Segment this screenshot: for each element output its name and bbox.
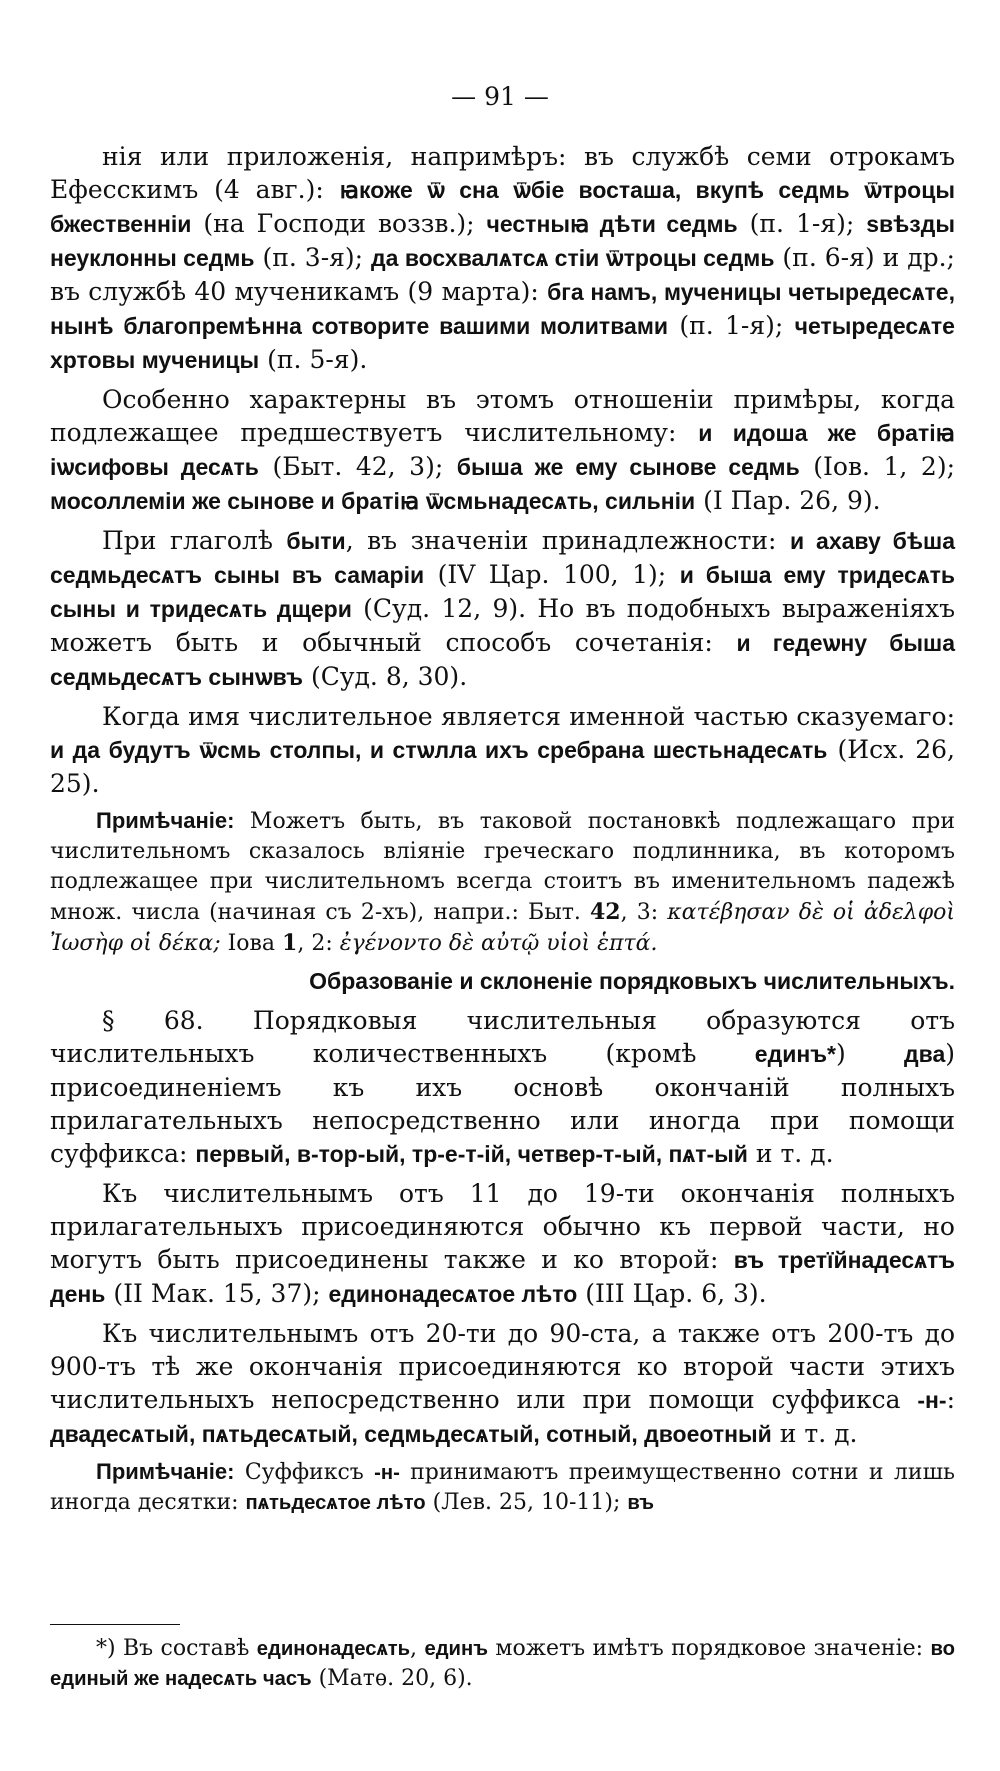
text-run: можетъ имѣтъ порядковое значеніе: <box>487 1636 931 1661</box>
church-slavonic-quote: въ <box>627 1492 655 1514</box>
church-slavonic-quote: и ахаву бѣша седмьдесѧтъ сыны въ самаріи <box>50 528 956 588</box>
church-slavonic-quote: быша же ему сынове седмь <box>456 454 800 480</box>
text-run: При глаголѣ <box>102 526 287 555</box>
text-run: (п. 1-я); <box>737 209 867 238</box>
church-slavonic-quote: и быша ему тридесѧть сыны и тридесѧть дщери <box>50 562 955 622</box>
church-slavonic-quote: единонадесѧтое лѣто <box>328 1281 578 1307</box>
church-slavonic-quote: четыредесѧте хртовы мученицы <box>50 313 955 373</box>
text-run: ) <box>835 1039 905 1068</box>
text-run: Можетъ быть, въ таковой постановкѣ подлежащаго при числительномъ сказалось вліяніе греческаго подлинника, въ которомъ подлежащее при числительномъ всегда стоитъ въ именительномъ падежѣ множ. числа (начиная съ 2-хъ), напри.: Быт. <box>50 809 955 925</box>
church-slavonic-quote: ѕвѣзды неуклонны седмь <box>50 211 955 271</box>
text-run: (Исх. 26, 25). <box>50 735 955 798</box>
text-run: Къ числительнымъ отъ 20-ти до 90-ста, а также отъ 200-тъ до 900-тъ тѣ же окончанія присоединяются ко второй части этихъ числительныхъ непосредственно или при помощи суффикса <box>50 1319 955 1414</box>
note-suffix-n <box>50 1457 955 1518</box>
church-slavonic-quote: два <box>904 1041 946 1067</box>
paragraph-20-to-90 <box>50 1317 955 1451</box>
church-slavonic-quote: единъ* <box>754 1041 836 1067</box>
church-slavonic-quote: -н- <box>917 1387 947 1413</box>
text-run: (п. 3-я); <box>254 243 372 272</box>
text-run: (Матѳ. 20, 6). <box>311 1666 473 1691</box>
church-slavonic-quote: быти <box>286 528 346 554</box>
text-run: (Суд. 8, 30). <box>303 662 468 691</box>
church-slavonic-quote: и идоша же братіꙗ іѡсифовы десѧть <box>50 420 955 480</box>
page-number: — 91 — <box>451 82 549 111</box>
greek-quote: ἐγένοντο δὲ αὐτῷ υἱοὶ ἑπτά. <box>339 931 658 956</box>
text-run: (на Господи воззв.); <box>191 209 487 238</box>
text-run: (Іов. 1, 2); <box>799 452 956 481</box>
text-run: (п. 6-я) и др.; въ службѣ 40 мученикамъ (9 марта): <box>50 243 955 306</box>
greek-quote: κατέβησαν δὲ οἱ ἀδελφοὶ Ἰωσὴφ οἱ δέκα; <box>50 900 956 956</box>
text-run: Суффиксъ <box>234 1460 375 1485</box>
paragraph-11-to-19 <box>50 1177 955 1311</box>
church-slavonic-quote: единонадесѧть <box>256 1638 411 1660</box>
bold-number: 42 <box>590 899 621 925</box>
church-slavonic-quote: -н- <box>374 1462 400 1484</box>
text-run: (п. 5-я). <box>259 345 368 374</box>
bold-number: 1 <box>282 930 298 956</box>
paragraph-subject-precedes <box>50 383 955 518</box>
section-heading: Образованіе и склоненіе порядковыхъ числительныхъ. <box>309 968 955 994</box>
text-run: и т. д. <box>747 1139 834 1168</box>
church-slavonic-quote: и да будутъ ѿсмь столпы, и стѡлла ихъ сребрана шестьнадесѧть <box>50 737 828 763</box>
church-slavonic-quote: первый, в-тор-ый, тр-е-т-ій, четвер-т-ый, пѧт-ый <box>195 1141 748 1167</box>
text-run: ) присоединеніемъ къ ихъ основѣ окончаній полныхъ прилагательныхъ непосредственно или иногда при помощи суффикса: <box>50 1039 956 1168</box>
text-run: (Лев. 25, 10-11); <box>425 1490 628 1515</box>
text-run: (III Цар. 6, 3). <box>577 1279 767 1308</box>
text-run: и т. д. <box>771 1419 858 1448</box>
text-run: Іова <box>220 931 283 956</box>
church-slavonic-quote: честныꙗ дѣти седмь <box>486 211 738 237</box>
note-greek-influence <box>50 806 955 959</box>
church-slavonic-quote: во единый же надесѧть часъ <box>50 1638 955 1690</box>
text-run: , 3: <box>620 900 668 925</box>
text-run: Къ числительнымъ отъ 11 до 19-ти окончанія полныхъ прилагательныхъ присоединяются обычно къ первой части, но могутъ быть присоединены также и ко второй: <box>50 1179 955 1274</box>
paragraph-examples-services <box>50 140 955 377</box>
church-slavonic-quote: бга намъ, мученицы четыредесѧте, нынѣ благопремѣнна сотворите вашими молитвами <box>50 279 955 339</box>
text-run: , 2: <box>297 931 340 956</box>
text-run: : <box>946 1385 955 1414</box>
footnote-divider <box>50 1624 180 1625</box>
text-run: § 68. Порядковыя числительныя образуются отъ числительныхъ количественныхъ (кромѣ <box>50 1006 955 1068</box>
church-slavonic-quote: ꙗкоже ѿ сна ѿбіе восташа, вкупѣ седмь ѿтроцы бжественніи <box>50 177 955 237</box>
paragraph-nominal-predicate <box>50 700 955 800</box>
paragraph-section-68 <box>50 1004 955 1171</box>
text-run: нія или приложенія, напримѣръ: въ службѣ семи отрокамъ Ефесскимъ (4 авг.): <box>50 142 955 204</box>
text-run: принимаютъ преимущественно сотни и лишь иногда десятки: <box>50 1460 955 1515</box>
text-run: Особенно характерны въ этомъ отношеніи примѣры, когда подлежащее предшествуетъ числительному: <box>50 385 955 447</box>
text-run: (І Пар. 26, 9). <box>695 486 881 515</box>
text-run: (II Мак. 15, 37); <box>105 1279 329 1308</box>
body-text <box>50 140 955 1524</box>
church-slavonic-quote: и гедеѡну быша седмьдесѧтъ сынѡвъ <box>50 630 956 690</box>
church-slavonic-quote: въ третїйнадесѧтъ день <box>50 1247 955 1307</box>
footnote <box>50 1634 955 1694</box>
church-slavonic-quote: пѧтьдесѧтое лѣто <box>245 1492 426 1514</box>
text-run: (IV Цар. 100, 1); <box>424 560 680 589</box>
text-run: *) Въ составѣ <box>96 1636 257 1661</box>
note-label: Примѣчаніе: <box>96 1459 235 1484</box>
text-run: , въ значеніи принадлежности: <box>345 526 790 555</box>
note-label: Примѣчаніе: <box>96 808 235 833</box>
paragraph-verb-byti <box>50 524 955 694</box>
text-run: (Быт. 42, 3); <box>258 452 457 481</box>
text-run: (п. 1-я); <box>667 311 795 340</box>
church-slavonic-quote: да восхвалѧтсѧ стіи ѿтроцы седмь <box>371 245 775 271</box>
text-run: (Суд. 12, 9). Но въ подобныхъ выраженіяхъ можетъ быть и обычный способъ сочетанія: <box>50 594 955 657</box>
church-slavonic-quote: двадесѧтый, пѧтьдесѧтый, седмьдесѧтый, сотный, двоеотный <box>50 1421 772 1447</box>
text-run: , <box>410 1636 425 1661</box>
text-run: Когда имя числительное является именной частью сказуемаго: <box>102 702 955 731</box>
church-slavonic-quote: мосоллеміи же сынове и братіꙗ ѿсмьнадесѧть, сильніи <box>50 488 696 514</box>
church-slavonic-quote: единъ <box>424 1638 488 1660</box>
